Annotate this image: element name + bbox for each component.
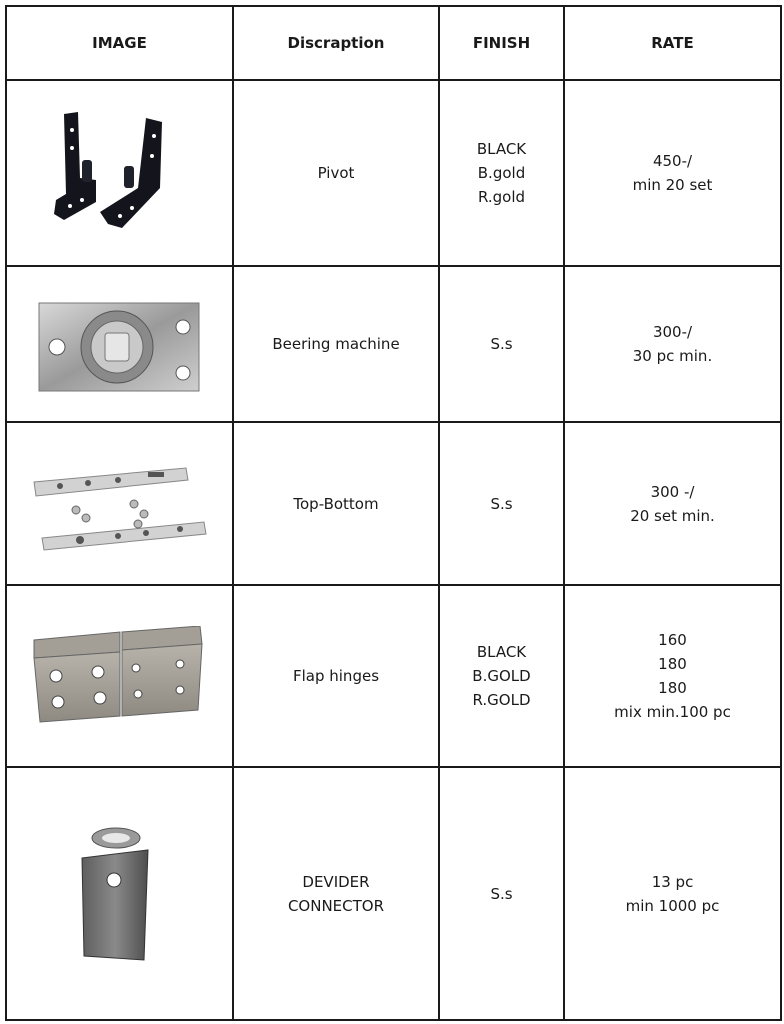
rate-cell: 300 -/ 20 set min. (564, 422, 781, 585)
bearing-plate-icon (35, 289, 205, 399)
price-list-table (5, 5, 782, 1021)
rate-cell: 300-/ 30 pc min. (564, 266, 781, 422)
finish-cell: S.s (439, 422, 564, 585)
rate-cell: 13 pc min 1000 pc (564, 767, 781, 1020)
finish-cell: BLACK B.gold R.gold (439, 80, 564, 266)
product-image-cell (6, 80, 233, 266)
product-image-cell (6, 585, 233, 767)
table-row (6, 767, 781, 1020)
description-cell: Pivot (233, 80, 439, 266)
table-row (6, 585, 781, 767)
product-image-cell (6, 266, 233, 422)
table-header-row (6, 6, 781, 80)
description-cell: DEVIDER CONNECTOR (233, 767, 439, 1020)
rate-cell: 450-/ min 20 set (564, 80, 781, 266)
product-image-cell (6, 767, 233, 1020)
header-description: Discraption (233, 6, 439, 80)
finish-cell: S.s (439, 767, 564, 1020)
table-row (6, 266, 781, 422)
rate-cell: 160 180 180 mix min.100 pc (564, 585, 781, 767)
divider-connector-icon (70, 824, 170, 964)
header-image: IMAGE (6, 6, 233, 80)
finish-cell: BLACK B.GOLD R.GOLD (439, 585, 564, 767)
header-rate: RATE (564, 6, 781, 80)
description-cell: Flap hinges (233, 585, 439, 767)
flap-hinge-icon (30, 626, 210, 726)
top-bottom-strip-icon (30, 454, 210, 554)
finish-cell: S.s (439, 266, 564, 422)
product-image-cell (6, 422, 233, 585)
pivot-hinge-icon (50, 108, 190, 238)
table-row (6, 422, 781, 585)
table-row (6, 80, 781, 266)
description-cell: Beering machine (233, 266, 439, 422)
header-finish: FINISH (439, 6, 564, 80)
description-cell: Top-Bottom (233, 422, 439, 585)
